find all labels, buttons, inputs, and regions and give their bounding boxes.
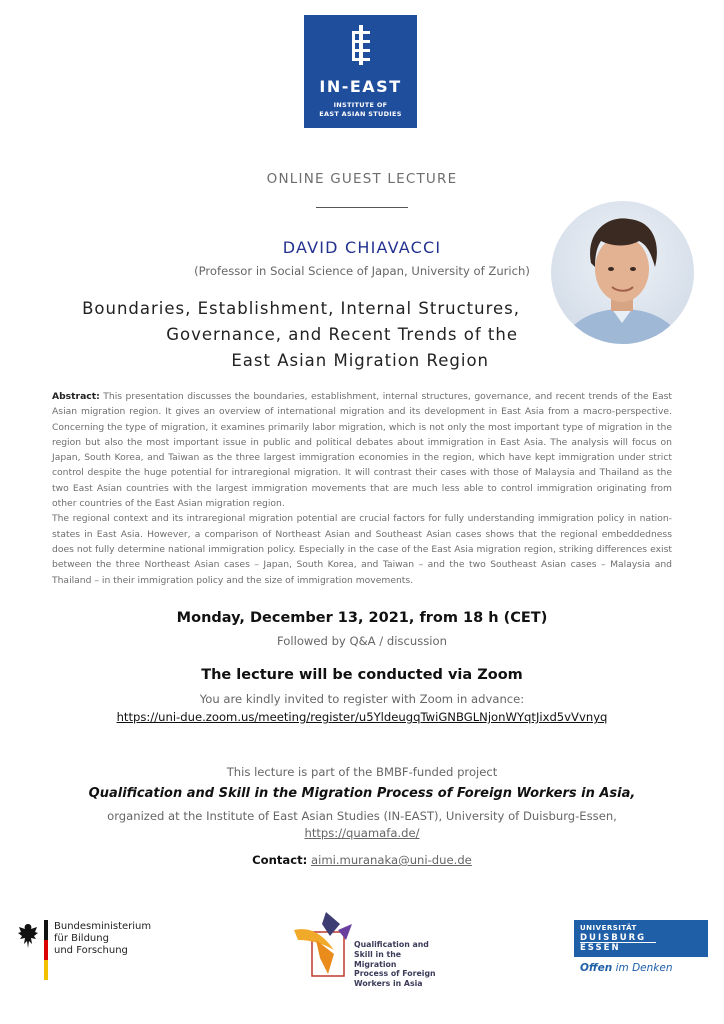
university-duisburg-essen-logo xyxy=(574,920,710,980)
lecture-title-line-2: Governance, and Recent Trends of the xyxy=(166,325,518,344)
abstract-paragraph-2: The regional context and its intraregional migration potential are crucial factors for fully understanding immigration policy in nation-states in East Asia. However, a comparison of Northeast Asian and Southeast Asian cases shows that the regional embeddedness does not fully determine national immigration policy. Especially in the case of the East Asia migration region, striking differences exist between the three Northeast Asian cases – Japan, South Korea, and Taiwan – and the two Southeast Asian cases – Malaysia and Thailand – in their immigration policy and the size of immigration movements. xyxy=(52,513,672,586)
zoom-invite: You are kindly invited to register with Zoom in advance: xyxy=(199,692,525,706)
project-intro: This lecture is part of the BMBF-funded project xyxy=(226,765,498,779)
in-east-logo xyxy=(304,15,417,128)
abstract-paragraph-1: Abstract: This presentation discusses the boundaries, establishment, internal structures, governance, and recent trends of the East Asian migration region. It gives an overview of international migration and its development in East Asia from a macro-perspective. Concerning the type of migration, it examines primarily labor migration, which is not only the most important type of migration in the region but also the most important issue in public and political debates about immigration in East Asia. The analysis will focus on Japan, South Korea, and Taiwan as the three largest immigration economies in the region, which have kept immigration under strict control despite the huge potential for intraregional migration. It will contrast their cases with those of Malaysia and Thailand as the two East Asian countries with the largest immigration movements that are much less able to control immigration originating from other countries of the East Asian migration region. xyxy=(52,391,673,510)
in-east-emblem-icon xyxy=(350,25,372,65)
ude-tagline: Offen im Denken xyxy=(580,962,673,974)
ude-logo-box: UNIVERSITÄT DUISBURG ESSEN xyxy=(574,920,708,957)
contact-line xyxy=(62,853,662,867)
in-east-logo-name: IN-EAST xyxy=(319,77,402,96)
federal-eagle-icon xyxy=(16,922,40,950)
contact-email-link[interactable]: aimi.muranaka@uni-due.de xyxy=(311,853,472,867)
zoom-heading: The lecture will be conducted via Zoom xyxy=(201,667,523,683)
speaker-affiliation: (Professor in Social Science of Japan, University of Zurich) xyxy=(194,264,530,278)
abstract-label: Abstract: xyxy=(52,391,100,402)
project-organizer: organized at the Institute of East Asian Studies (IN-EAST), University of Duisburg-Essen, xyxy=(107,809,617,823)
event-followup: Followed by Q&A / discussion xyxy=(277,634,447,648)
lecture-title xyxy=(60,296,580,374)
project-logo xyxy=(294,910,444,990)
project-emblem-icon xyxy=(294,910,358,982)
abstract xyxy=(52,389,672,588)
contact-label: Contact: xyxy=(252,853,308,867)
speaker-name: DAVID CHIAVACCI xyxy=(282,238,442,257)
project-title: Qualification and Skill in the Migration Process of Foreign Workers in Asia, xyxy=(88,786,636,801)
german-flag-bar xyxy=(44,920,48,980)
bmbf-logo xyxy=(14,920,164,982)
lecture-title-line-1: Boundaries, Establishment, Internal Structures, xyxy=(82,299,520,318)
in-east-logo-subtitle: INSTITUTE OF EAST ASIAN STUDIES xyxy=(319,101,402,118)
event-date: Monday, December 13, 2021, from 18 h (CET) xyxy=(176,610,548,626)
project-logo-text: Qualification and Skill in the Migration Process of Foreign Workers in Asia xyxy=(354,940,436,989)
zoom-registration-link[interactable]: https://uni-due.zoom.us/meeting/register/u5YldeugqTwiGNBGLNjonWYqtJixd5vVvnyq xyxy=(116,710,608,724)
bmbf-logo-text: Bundesministerium für Bildung und Forschung xyxy=(54,921,152,956)
event-kicker: ONLINE GUEST LECTURE xyxy=(266,171,458,187)
project-website-link[interactable]: https://quamafa.de/ xyxy=(304,826,420,840)
lecture-title-line-3: East Asian Migration Region xyxy=(231,351,489,370)
kicker-divider xyxy=(316,207,408,208)
